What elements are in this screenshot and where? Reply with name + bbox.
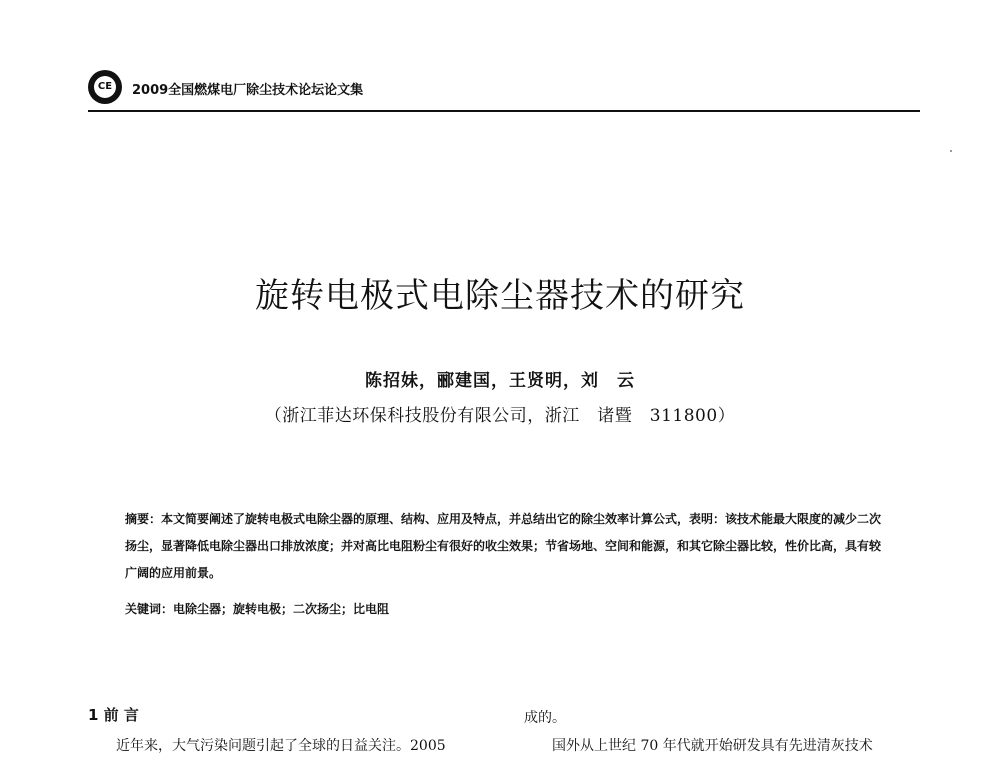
abstract-text: 本文简要阐述了旋转电极式电除尘器的原理、结构、应用及特点，并总结出它的除尘效率计算公式，表明：该技术能最大限度的减少二次扬尘，显著降低电除尘器出口排放浓度；并对高比电阻粉尘有很好的收尘效果；节省场地、空间和能源，和其它除尘器比较，性价比高，具有较广阔的应用前景。	[125, 512, 882, 580]
keywords-label: 关键词：	[125, 602, 174, 616]
body-paragraph-left: 近年来，大气污染问题引起了全球的日益关注。2005	[116, 738, 446, 754]
paper-title: 旋转电极式电除尘器技术的研究	[255, 276, 745, 316]
header-title: 2009全国燃煤电厂除尘技术论坛论文集	[132, 83, 364, 98]
section-heading: 1 前 言	[88, 706, 139, 724]
abstract	[125, 506, 885, 587]
body-paragraph-right: 国外从上世纪 70 年代就开始研发具有先进清灰技术	[552, 738, 873, 754]
header-rule	[88, 110, 920, 112]
left-column	[88, 704, 488, 760]
right-column	[524, 704, 924, 760]
logo-text: CE	[94, 76, 116, 98]
abstract-label: 摘要：	[125, 512, 162, 526]
keywords	[125, 600, 885, 617]
body-paragraph-right-end: 成的。	[524, 710, 566, 726]
running-header	[88, 68, 920, 114]
paper-authors: 陈招妹，郦建国，王贤明，刘 云	[365, 371, 635, 391]
proceedings-logo-icon	[88, 70, 122, 104]
margin-mark	[950, 150, 952, 152]
paper-affiliation: （浙江菲达环保科技股份有限公司，浙江 诸暨 311800）	[264, 406, 736, 426]
keywords-text: 电除尘器；旋转电极；二次扬尘；比电阻	[173, 602, 390, 616]
